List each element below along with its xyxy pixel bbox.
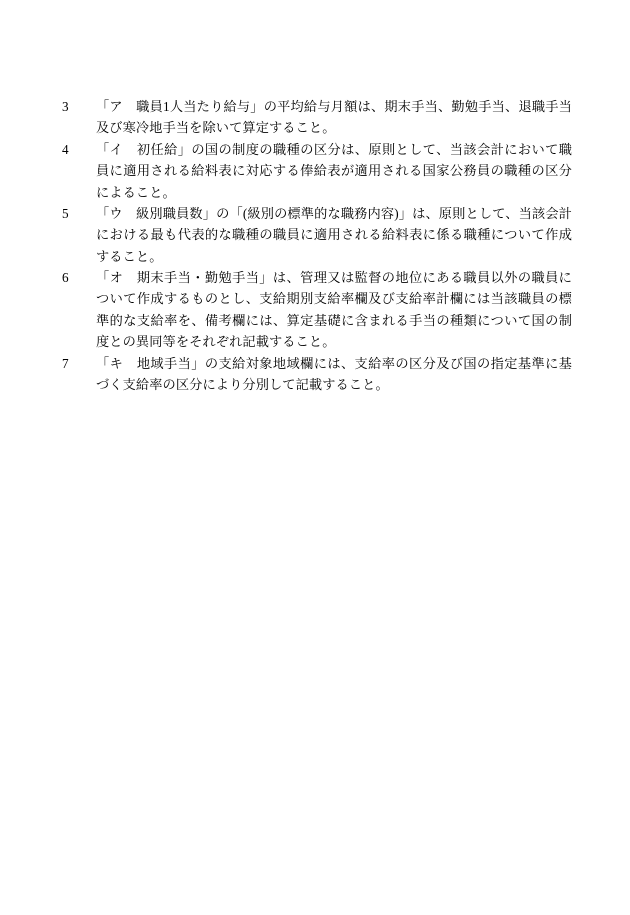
- list-item-number: 6: [62, 270, 69, 285]
- list-item: [62, 96, 572, 139]
- list-item: [62, 267, 572, 353]
- list-item-text: 「ウ 級別職員数」の「(級別の標準的な職務内容)」は、原則として、当該会計における最も代表的な職種の職員に適用される給料表に係る職種について作成すること。: [96, 205, 572, 264]
- list-item-number: 4: [62, 141, 69, 157]
- list-item: [62, 353, 572, 396]
- list-item-number: 7: [62, 355, 69, 371]
- document-body: [62, 96, 572, 395]
- list-item-text: 「イ 初任給」の国の制度の職種の区分は、原則として、当該会計において職員に適用される給料表に対応する俸給表が適用される国家公務員の職種の区分によること。: [96, 141, 572, 200]
- list-item: [62, 203, 572, 267]
- list-item-number: 3: [62, 99, 69, 114]
- list-item-text: 「オ 期末手当・勤勉手当」は、管理又は監督の地位にある職員以外の職員について作成するものとし、支給期別支給率欄及び支給率計欄には当該職員の標準的な支給率を、備考欄には、算定基礎に含まれる手当の種類について国の制度との異同等をそれぞれ記載すること。: [96, 270, 572, 350]
- list-item: [62, 139, 572, 203]
- list-item-text: 「キ 地域手当」の支給対象地域欄には、支給率の区分及び国の指定基準に基づく支給率の区分により分別して記載すること。: [96, 355, 572, 392]
- list-item-text: 「ア 職員1人当たり給与」の平均給与月額は、期末手当、勤勉手当、退職手当及び寒冷地手当を除いて算定すること。: [96, 99, 572, 136]
- list-item-number: 5: [62, 205, 69, 221]
